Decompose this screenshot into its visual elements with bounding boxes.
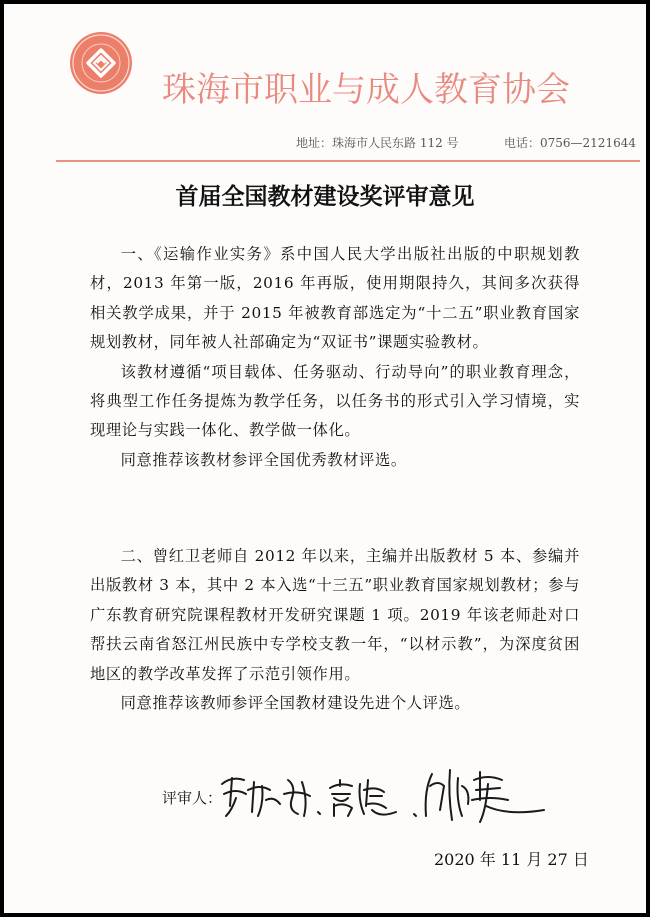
paragraph: 同意推荐该教师参评全国教材建设先进个人评选。 bbox=[120, 694, 471, 713]
paragraph: 一、《运输作业实务》系中国人民大学出版社出版的中职规划教材，2013 年第一版，2016 年再版，使用期限持久，其间多次获得相关教学成果，并于 2015 年被教育部选定为“十二五”职业教育国家规划教材，同年被人社部确定为“双证书”课题实验教材。 bbox=[90, 245, 580, 352]
paragraph: 同意推荐该教材参评全国优秀教材评选。 bbox=[120, 450, 407, 469]
letterhead-org-name: 珠海市职业与成人教育协会 bbox=[162, 70, 570, 110]
letterhead-divider bbox=[56, 160, 640, 162]
reviewer-signatures bbox=[218, 760, 588, 838]
document-title: 首届全国教材建设奖评审意见 bbox=[175, 184, 475, 210]
association-logo-icon bbox=[70, 32, 132, 94]
reviewers-label: 评审人： bbox=[162, 789, 223, 807]
letterhead-phone: 电话：0756—2121644 bbox=[504, 136, 636, 150]
section-1 bbox=[90, 240, 580, 475]
document-date: 2020 年 11 月 27 日 bbox=[434, 850, 589, 869]
paragraph: 二、曾红卫老师自 2012 年以来，主编并出版教材 5 本、参编并出版教材 3 本，其中 2 本入选“十三五”职业教育国家规划教材；参与广东教育研究院课程教材开发研究课题 1 项。2019 年该老师赴对口帮扶云南省怒江州民族中专学校支教一年，“以材示教”，为深度贫困地区的教学改革发挥了示范引领作用。 bbox=[90, 547, 580, 683]
letterhead-address: 地址：珠海市人民东路 112 号 bbox=[296, 136, 459, 150]
section-2 bbox=[90, 542, 580, 718]
paragraph: 该教材遵循“项目载体、任务驱动、行动导向”的职业教育理念，将典型工作任务提炼为教学任务，以任务书的形式引入学习情境，实现理论与实践一体化、教学做一体化。 bbox=[90, 362, 580, 440]
